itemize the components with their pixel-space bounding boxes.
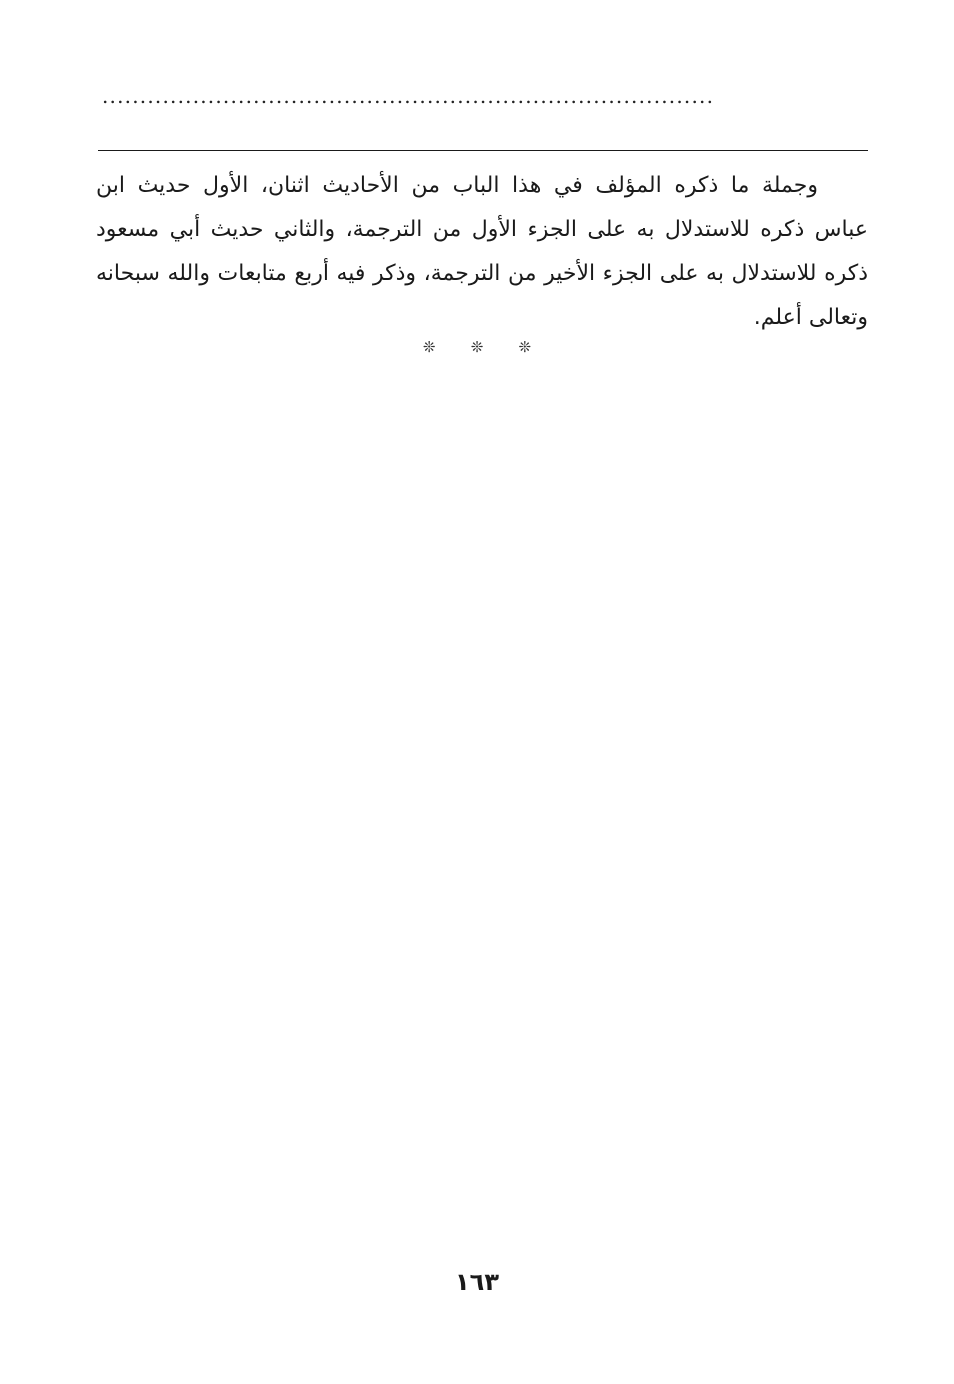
paragraph-line-1: وجملة ما ذكره المؤلف في هذا الباب من الأحاديث اثنان، الأول حديث ابن: [96, 173, 818, 198]
paragraph-line-2: عباس ذكره للاستدلال به على الجزء الأول من الترجمة، والثاني حديث أبي مسعود: [96, 217, 868, 242]
body-paragraph: [96, 164, 868, 340]
page-number: ١٦٣: [455, 1268, 499, 1296]
asterism-icon: ❊: [422, 338, 436, 356]
paragraph-line-3: ذكره للاستدلال به على الجزء الأخير من الترجمة، وذكر فيه أربع متابعات والله سبحانه: [96, 261, 868, 286]
section-end-ornament: [0, 338, 954, 356]
footnote-separator-rule: [98, 150, 868, 151]
paragraph-line-4: وتعالى أعلم.: [753, 305, 868, 330]
dotted-leader-line: .................................................................................: [102, 86, 715, 106]
asterism-icon: ❊: [470, 338, 484, 356]
asterism-icon: ❊: [518, 338, 532, 356]
